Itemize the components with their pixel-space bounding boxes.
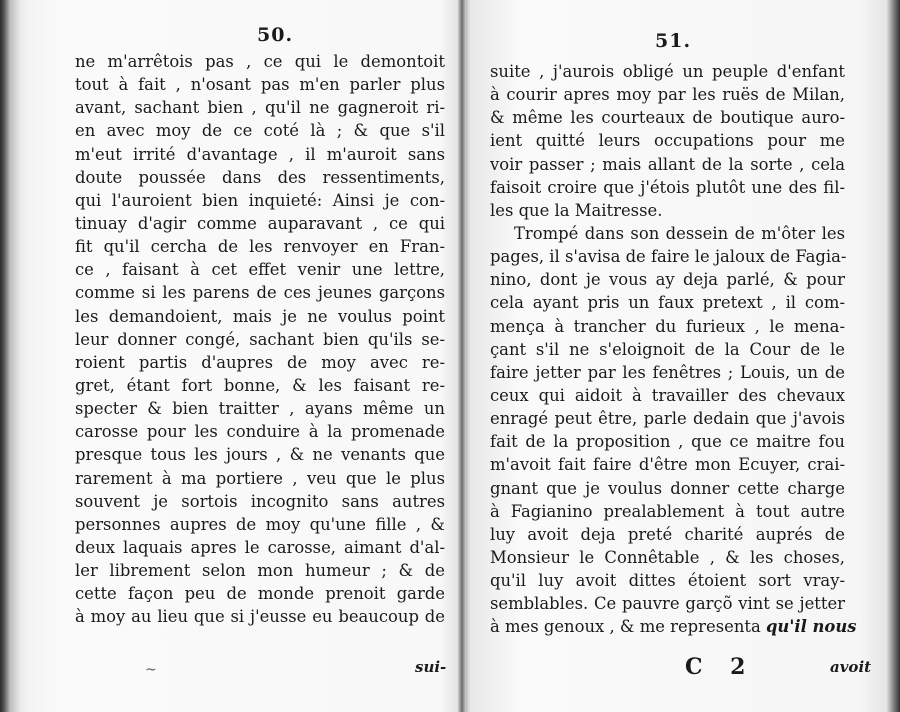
text-line: ient quitté leurs occupations pour me bbox=[490, 131, 845, 151]
text-line: ne m'arrêtois pas , ce qui le demontoit bbox=[75, 52, 445, 71]
text-line: Monsieur le Connêtable , & les choses, bbox=[490, 547, 845, 567]
text-line: voir passer ; mais allant de la sorte , cela bbox=[490, 154, 845, 174]
text-line: tinuay d'agir comme auparavant , ce qui bbox=[75, 213, 445, 233]
text-line: pages, il s'avisa de faire le jaloux de Fagia- bbox=[490, 247, 847, 267]
text-line: fit qu'il cercha de les renvoyer en Fran- bbox=[75, 237, 445, 257]
text-line: çant s'il ne s'eloignoit de la Cour de le bbox=[490, 339, 845, 359]
text-line: les demandoient, mais je ne voulus point bbox=[75, 306, 445, 326]
text-line: & même les courteaux de boutique auro- bbox=[490, 108, 845, 128]
text-line: carosse pour les conduire à la promenade bbox=[75, 422, 445, 442]
text-line: personnes aupres de moy qu'une fille , & bbox=[75, 514, 445, 534]
text-line: roient partis d'aupres de moy avec re- bbox=[75, 352, 445, 372]
text-line: cette façon peu de monde prenoit garde bbox=[75, 584, 445, 604]
text-line: ceux qui aidoit à travailler des chevaux bbox=[490, 385, 845, 405]
last-text-line bbox=[490, 615, 857, 638]
text-line: ce , faisant à cet effet venir une lettre, bbox=[75, 260, 445, 280]
text-line: leur donner congé, sachant bien qu'ils se- bbox=[75, 329, 445, 349]
right-catchword: avoit bbox=[830, 658, 872, 676]
text-line: m'eut irrité d'avantage , il m'auroit sans bbox=[75, 144, 445, 164]
text-line: semblables. Ce pauvre garçõ vint se jetter bbox=[490, 594, 845, 614]
text-line: enragé peut être, parle dedain que j'avois bbox=[490, 409, 845, 429]
left-catchword: sui- bbox=[415, 658, 447, 676]
text-line: les que la Maitresse. bbox=[490, 200, 663, 220]
text-line: doute poussée dans des ressentiments, bbox=[75, 167, 445, 187]
left-page-text bbox=[75, 50, 445, 629]
left-page-number: 50. bbox=[257, 24, 294, 46]
text-line: qui l'auroient bien inquieté: Ainsi je con- bbox=[75, 190, 445, 210]
text-line: tout à fait , n'osant pas m'en parler plus bbox=[75, 75, 445, 95]
text-line: à courir apres moy par les ruës de Milan, bbox=[490, 85, 845, 105]
text-line: m'avoit fait faire d'être mon Ecuyer, crai- bbox=[490, 455, 845, 475]
text-line: à moy au lieu que si j'eusse eu beaucoup de bbox=[75, 607, 445, 627]
right-page-edge bbox=[886, 0, 900, 712]
text-line: comme si les parens de ces jeunes garçons bbox=[75, 283, 445, 303]
text-line: suite , j'aurois obligé un peuple d'enfant bbox=[490, 62, 845, 81]
last-line-italic: qu'il nous bbox=[765, 617, 857, 637]
text-line: ler librement selon mon humeur ; & de bbox=[75, 561, 445, 581]
text-line: mença à trancher du furieux , le mena- bbox=[490, 316, 845, 336]
text-line: à Fagianino prealablement à tout autre bbox=[490, 501, 845, 521]
last-line-roman: à mes genoux , & me representa bbox=[490, 617, 761, 637]
text-line: cela ayant pris un faux pretext , il com- bbox=[490, 293, 845, 313]
text-line: avant, sachant bien , qu'il ne gagneroit ri- bbox=[75, 98, 445, 118]
text-line: specter & bien traitter , ayans même un bbox=[75, 399, 445, 419]
text-line: en avec moy de ce coté là ; & que s'il bbox=[75, 121, 445, 141]
text-line: presque tous les jours , & ne venants que bbox=[75, 445, 445, 465]
text-line: luy avoit deja preté charité auprés de bbox=[490, 524, 845, 544]
text-line: qu'il luy avoit dittes étoient sort vray- bbox=[490, 571, 845, 591]
text-line: fait de la proposition , que ce maitre fou bbox=[490, 432, 845, 452]
left-page-edge bbox=[0, 0, 20, 712]
text-line: faire jetter par les fenêtres ; Louis, un de bbox=[490, 362, 845, 382]
paragraph-start-line: Trompé dans son dessein de m'ôter les bbox=[514, 223, 845, 243]
book-gutter bbox=[458, 0, 466, 712]
text-line: deux laquais apres le carosse, aimant d'al- bbox=[75, 537, 445, 557]
footer-mark: ~ bbox=[145, 662, 157, 678]
right-page-text bbox=[490, 60, 857, 639]
text-line: rarement à ma portiere , veu que le plus bbox=[75, 468, 445, 488]
right-page-number: 51. bbox=[655, 30, 692, 52]
text-line: gret, étant fort bonne, & les faisant re- bbox=[75, 375, 445, 395]
signature-mark: C 2 bbox=[685, 654, 756, 680]
text-line: nino, dont je vous ay deja parlé, & pour bbox=[490, 270, 845, 290]
text-line: gnant que je voulus donner cette charge bbox=[490, 478, 845, 498]
text-line: souvent je sortois incognito sans autres bbox=[75, 491, 445, 511]
text-line: faisoit croire que j'étois plutôt une des fil- bbox=[490, 177, 845, 197]
